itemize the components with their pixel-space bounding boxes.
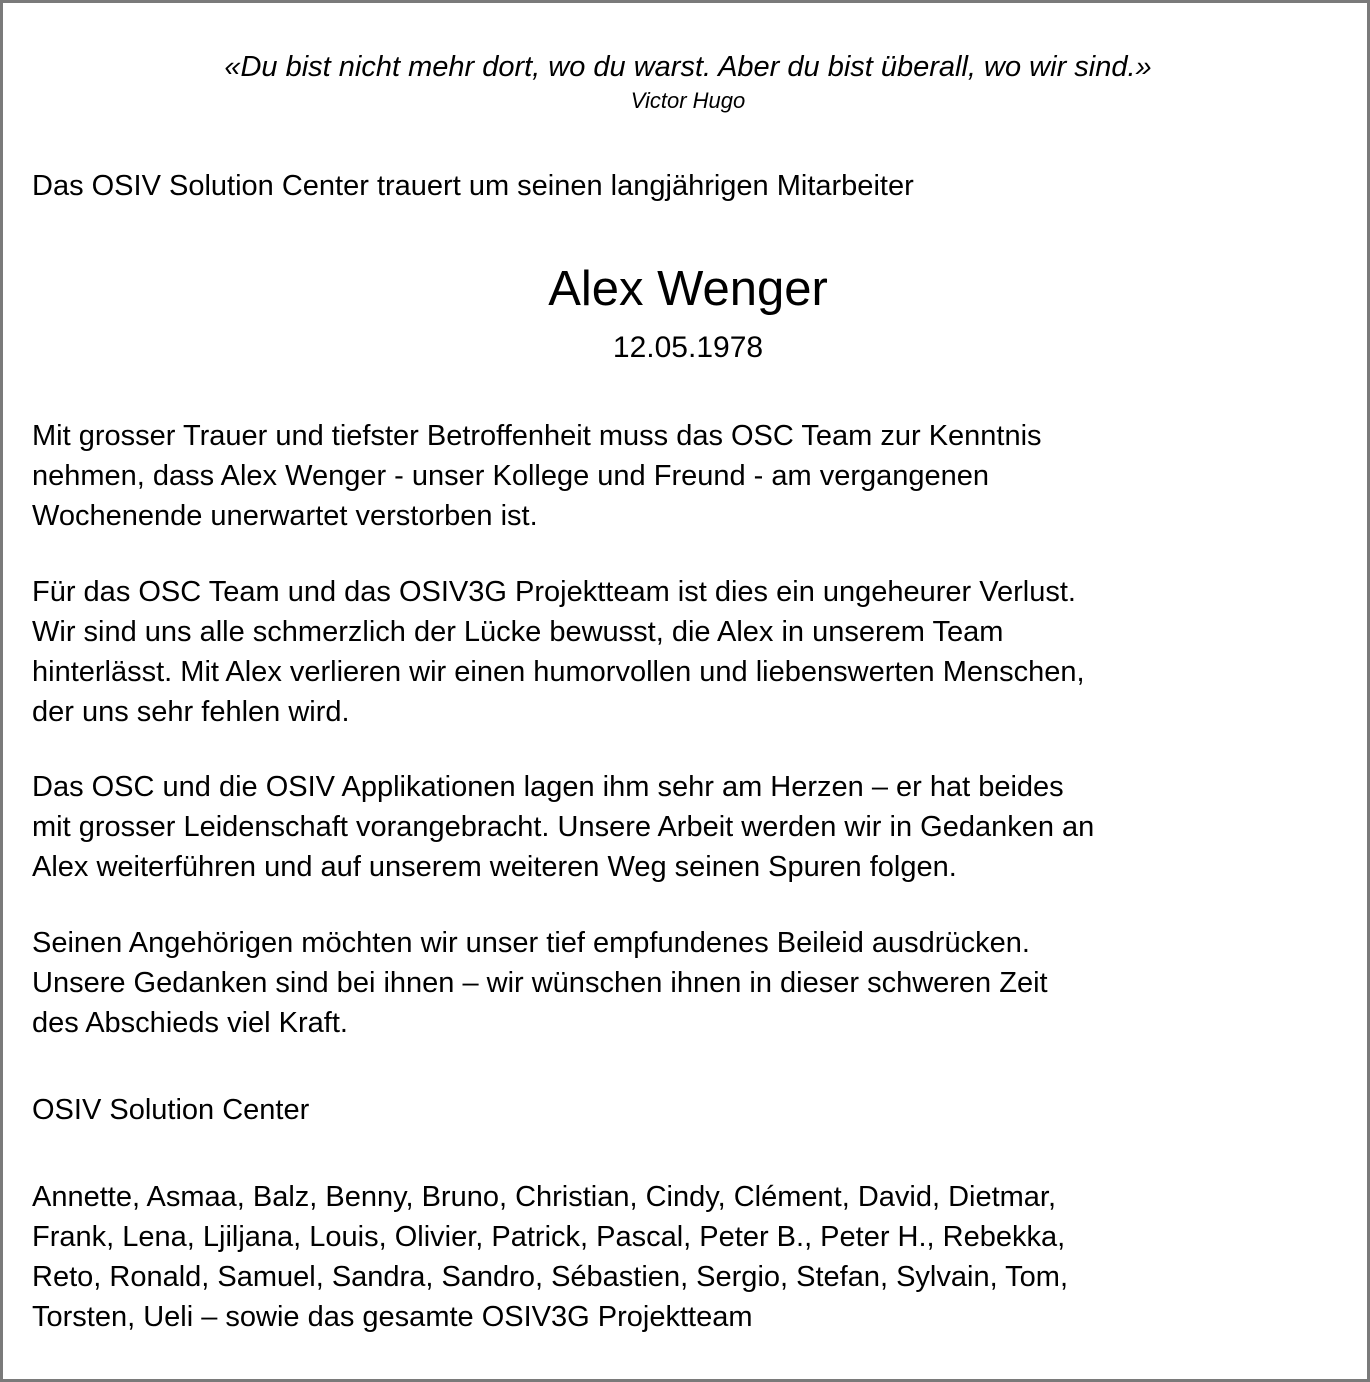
names-line: Annette, Asmaa, Balz, Benny, Bruno, Christian, Cindy, Clément, David, Dietmar, (32, 1181, 1057, 1213)
names-line: Reto, Ronald, Samuel, Sandra, Sandro, Sébastien, Sergio, Stefan, Sylvain, Tom, (32, 1261, 1068, 1293)
quote-text: «Du bist nicht mehr dort, wo du warst. Aber du bist überall, wo wir sind.» (224, 51, 1152, 83)
paragraph-line: Unsere Gedanken sind bei ihnen – wir wünschen ihnen in dieser schweren Zeit (32, 967, 1048, 999)
paragraph-announcement (32, 416, 1332, 536)
paragraph-line: Alex weiterführen und auf unserem weiteren Weg seinen Spuren folgen. (32, 851, 957, 883)
paragraph-line: Wochenende unerwartet verstorben ist. (32, 500, 538, 532)
paragraph-line: des Abschieds viel Kraft. (32, 1007, 348, 1039)
birth-date: 12.05.1978 (612, 331, 764, 364)
paragraph-condolences (32, 923, 1332, 1043)
paragraph-line: nehmen, dass Alex Wenger - unser Kollege und Freund - am vergangenen (32, 460, 990, 492)
paragraph-line: Seinen Angehörigen möchten wir unser tief empfundenes Beileid ausdrücken. (32, 927, 1030, 959)
names-line: Torsten, Ueli – sowie das gesamte OSIV3G Projektteam (32, 1301, 753, 1333)
paragraph-loss (32, 572, 1332, 732)
paragraph-line: Für das OSC Team und das OSIV3G Projektteam ist dies ein ungeheurer Verlust. (32, 576, 1076, 608)
paragraph-line: der uns sehr fehlen wird. (32, 696, 350, 728)
paragraph-line: Wir sind uns alle schmerzlich der Lücke bewusst, die Alex in unserem Team (32, 616, 1004, 648)
signature-organization: OSIV Solution Center (32, 1094, 310, 1126)
paragraph-line: Das OSC und die OSIV Applikationen lagen ihm sehr am Herzen – er hat beides (32, 771, 1064, 803)
colleague-names (32, 1177, 1332, 1337)
paragraph-line: mit grosser Leidenschaft vorangebracht. Unsere Arbeit werden wir in Gedanken an (32, 811, 1095, 843)
names-line: Frank, Lena, Ljiljana, Louis, Olivier, Patrick, Pascal, Peter B., Peter H., Rebekka, (32, 1221, 1066, 1253)
paragraph-line: hinterlässt. Mit Alex verlieren wir einen humorvollen und liebenswerten Menschen, (32, 656, 1085, 688)
intro-text: Das OSIV Solution Center trauert um seinen langjährigen Mitarbeiter (32, 170, 914, 202)
paragraph-legacy (32, 767, 1332, 887)
quote-author: Victor Hugo (630, 88, 746, 113)
paragraph-line: Mit grosser Trauer und tiefster Betroffenheit muss das OSC Team zur Kenntnis (32, 420, 1042, 452)
deceased-name: Alex Wenger (548, 262, 828, 316)
